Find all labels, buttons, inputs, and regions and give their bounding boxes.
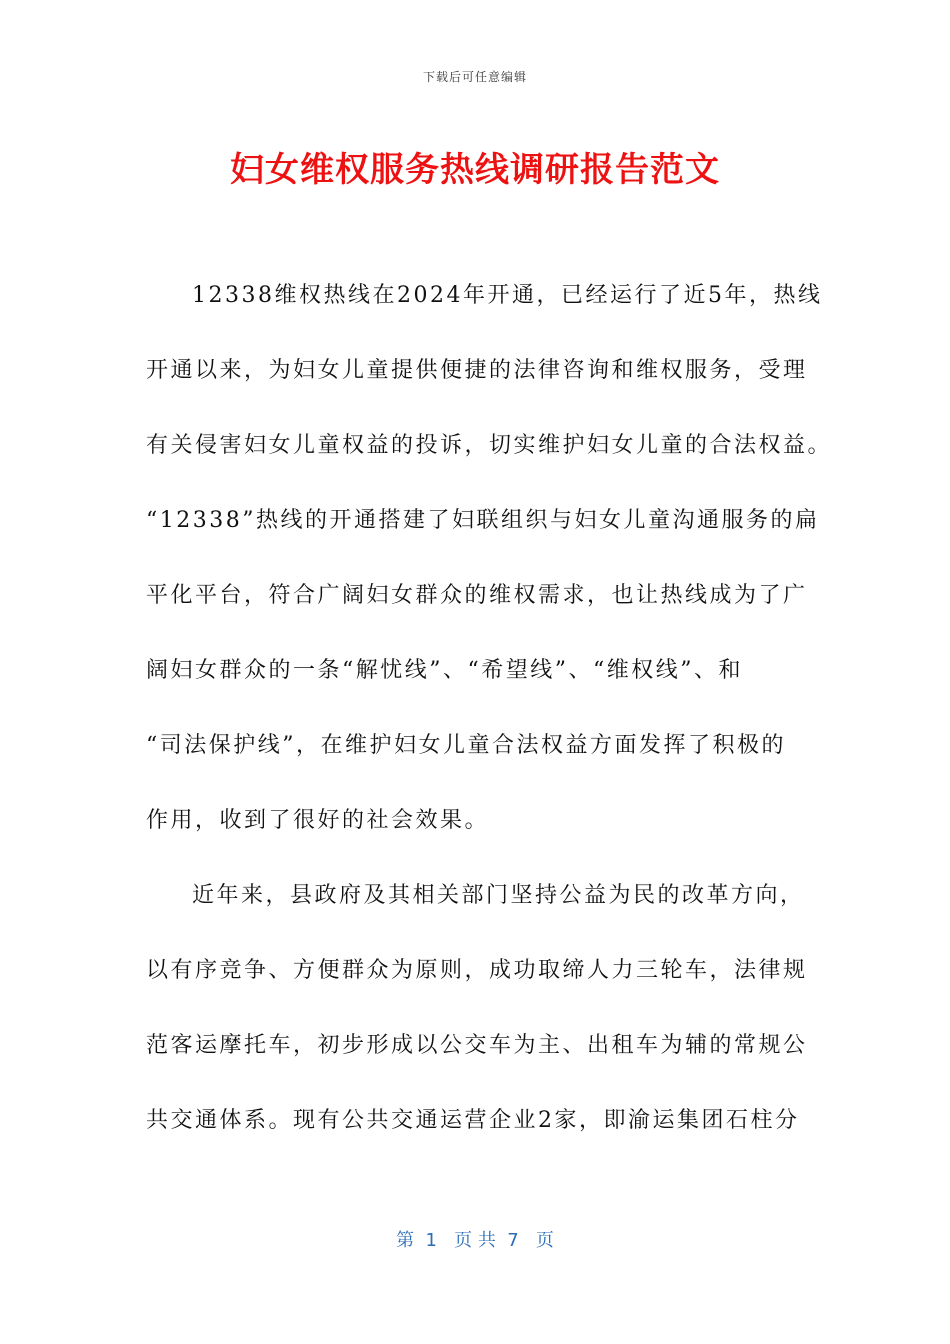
document-body — [146, 275, 833, 1175]
paragraph-line: 以有序竞争、方便群众为原则，成功取缔人力三轮车，法律规 — [146, 958, 808, 983]
paragraph-line: 作用，收到了很好的社会效果。 — [146, 808, 490, 833]
paragraph-line: “司法保护线”，在维护妇女儿童合法权益方面发挥了积极的 — [146, 733, 786, 758]
document-title: 妇女维权服务热线调研报告范文 — [230, 150, 720, 190]
paragraph-line: 有关侵害妇女儿童权益的投诉，切实维护妇女儿童的合法权益。 — [146, 433, 833, 458]
paragraph-line: 12338维权热线在2024年开通，已经运行了近5年，热线 — [192, 283, 823, 308]
paragraph-line: 开通以来，为妇女儿童提供便捷的法律咨询和维权服务，受理 — [146, 358, 808, 383]
paragraph-line: 平化平台，符合广阔妇女群众的维权需求，也让热线成为了广 — [146, 583, 808, 608]
paragraph-line: 范客运摩托车，初步形成以公交车为主、出租车为辅的常规公 — [146, 1033, 808, 1058]
paragraph-line: 阔妇女群众的一条“解忧线”、“希望线”、“维权线”、和 — [146, 658, 743, 683]
paragraph-line: 近年来，县政府及其相关部门坚持公益为民的改革方向， — [192, 883, 805, 908]
paragraph-line: “12338”热线的开通搭建了妇联组织与妇女儿童沟通服务的扁 — [146, 508, 820, 533]
download-note: 下载后可任意编辑 — [422, 70, 527, 84]
paragraph-line: 共交通体系。现有公共交通运营企业2家，即渝运集团石柱分 — [146, 1108, 800, 1133]
page-number: 第 1 页 共 7 页 — [396, 1230, 554, 1251]
